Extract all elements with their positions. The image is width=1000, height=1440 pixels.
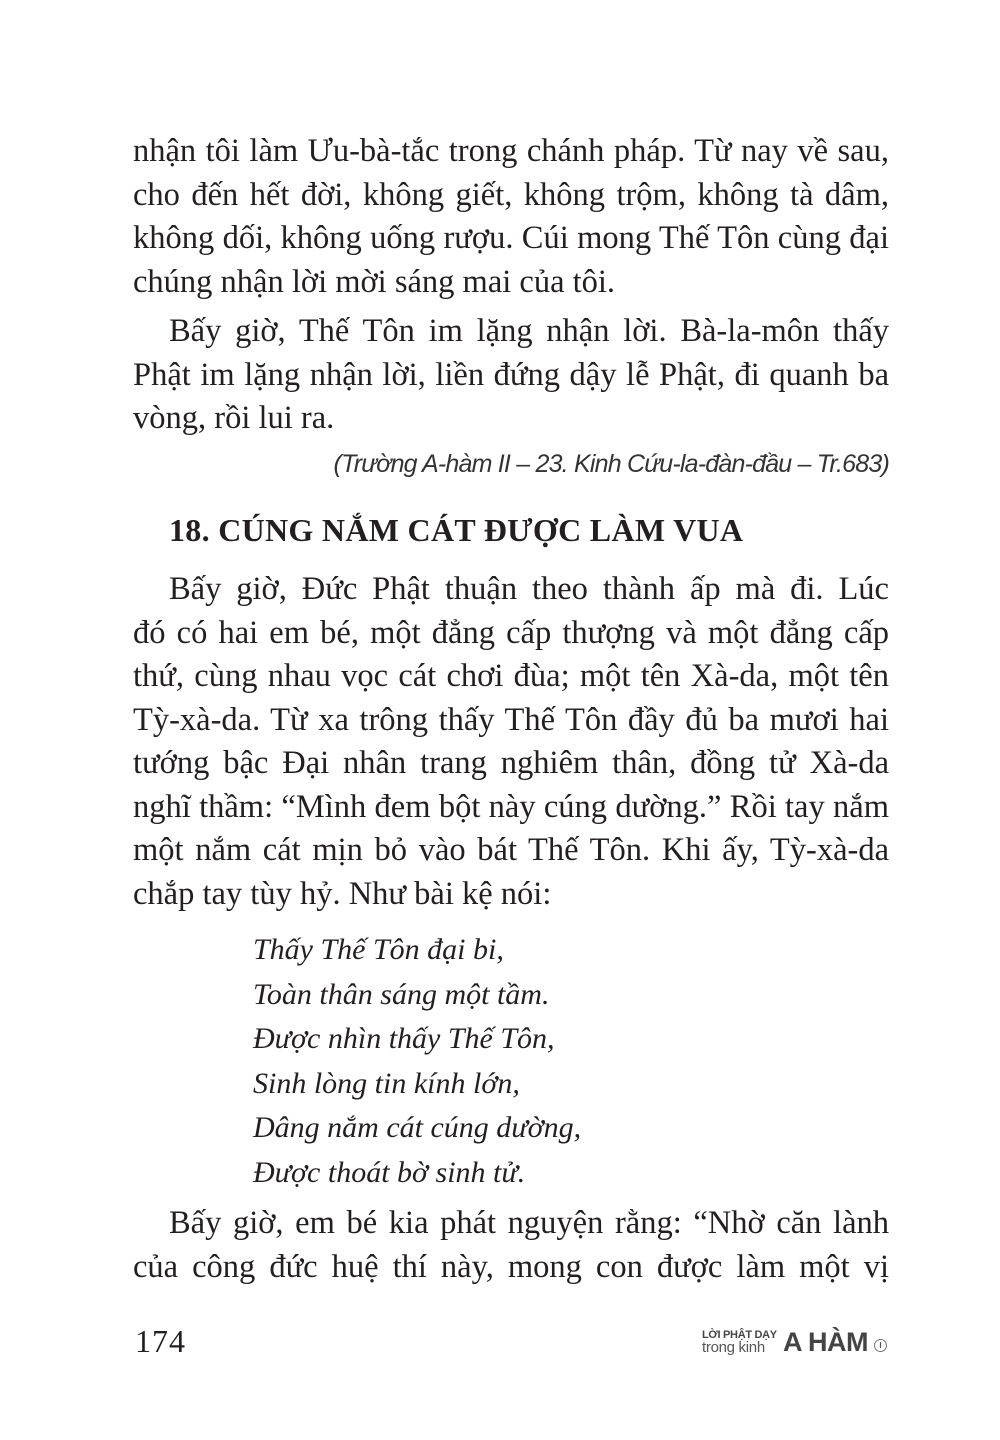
text-line: một nắm cát mịn bỏ vào bát Thế Tôn. Khi ấy, Tỳ-xà-da: [133, 832, 889, 868]
text-line: cho đến hết đời, không giết, không trộm, không tà dâm,: [133, 176, 889, 213]
text-line: Tỳ-xà-da. Từ xa trông thấy Thế Tôn đầy đủ ba mươi hai: [133, 701, 889, 738]
text-line: chúng nhận lời mời sáng mai của tôi.: [133, 263, 616, 300]
text-line: Bấy giờ, em bé kia phát nguyện rằng: “Nhờ căn lành: [169, 1205, 889, 1241]
verse-line: Được nhìn thấy Thế Tôn,: [253, 1022, 555, 1055]
text-line: Bấy giờ, Đức Phật thuận theo thành ấp mà đi. Lúc: [169, 571, 889, 607]
text-line: đó có hai em bé, một đẳng cấp thượng và một đẳng cấp: [133, 614, 889, 651]
brand-line-1: LỜI PHẬT DẠY: [702, 1329, 777, 1341]
source-citation: (Trường A-hàm II – 23. Kinh Cứu-la-đàn-đầu – Tr.683): [333, 450, 889, 478]
text-line: của công đức huệ thí này, mong con được làm một vị: [133, 1248, 889, 1285]
paragraph-story: [133, 568, 889, 916]
paragraph-continuation: [133, 130, 889, 304]
text-line: không dối, không uống rượu. Cúi mong Thế Tôn cùng đại: [133, 220, 889, 256]
paragraph-buddha-accepts: [133, 310, 889, 441]
book-title-logo: [702, 1327, 892, 1364]
volume-badge-icon: I: [874, 1339, 887, 1352]
page-number: 174: [135, 1323, 186, 1359]
text-line: Phật im lặng nhận lời, liền đứng dậy lễ Phật, đi quanh ba: [133, 356, 889, 393]
text-line: Bấy giờ, Thế Tôn im lặng nhận lời. Bà-la-môn thấy: [169, 313, 889, 349]
text-line: tướng bậc Đại nhân trang nghiêm thân, đồng tử Xà-da: [133, 745, 889, 781]
verse-line: Thấy Thế Tôn đại bi,: [253, 933, 504, 966]
section-heading: 18. CÚNG NẮM CÁT ĐƯỢC LÀM VUA: [169, 512, 744, 548]
text-line: vòng, rồi lui ra.: [133, 400, 335, 436]
verse-line: Được thoát bờ sinh tử.: [253, 1155, 526, 1189]
book-page: [133, 0, 889, 1440]
brand-line-2: trong kinh: [702, 1339, 765, 1356]
text-line: nghĩ thầm: “Mình đem bột này cúng dường.” Rồi tay nắm: [133, 788, 889, 825]
text-line: thứ, cùng nhau vọc cát chơi đùa; một tên Xà-da, một tên: [133, 658, 889, 694]
verse-block: [253, 928, 581, 1195]
text-line: nhận tôi làm Ưu-bà-tắc trong chánh pháp. Từ nay về sau,: [133, 133, 889, 169]
brand-title: A HÀM: [783, 1327, 868, 1357]
verse-line: Toàn thân sáng một tầm.: [253, 977, 550, 1011]
text-line: chắp tay tùy hỷ. Như bài kệ nói:: [133, 875, 552, 912]
paragraph-vow: [133, 1202, 889, 1289]
verse-line: Sinh lòng tin kính lớn,: [253, 1066, 520, 1100]
verse-line: Dâng nắm cát cúng dường,: [253, 1111, 582, 1144]
